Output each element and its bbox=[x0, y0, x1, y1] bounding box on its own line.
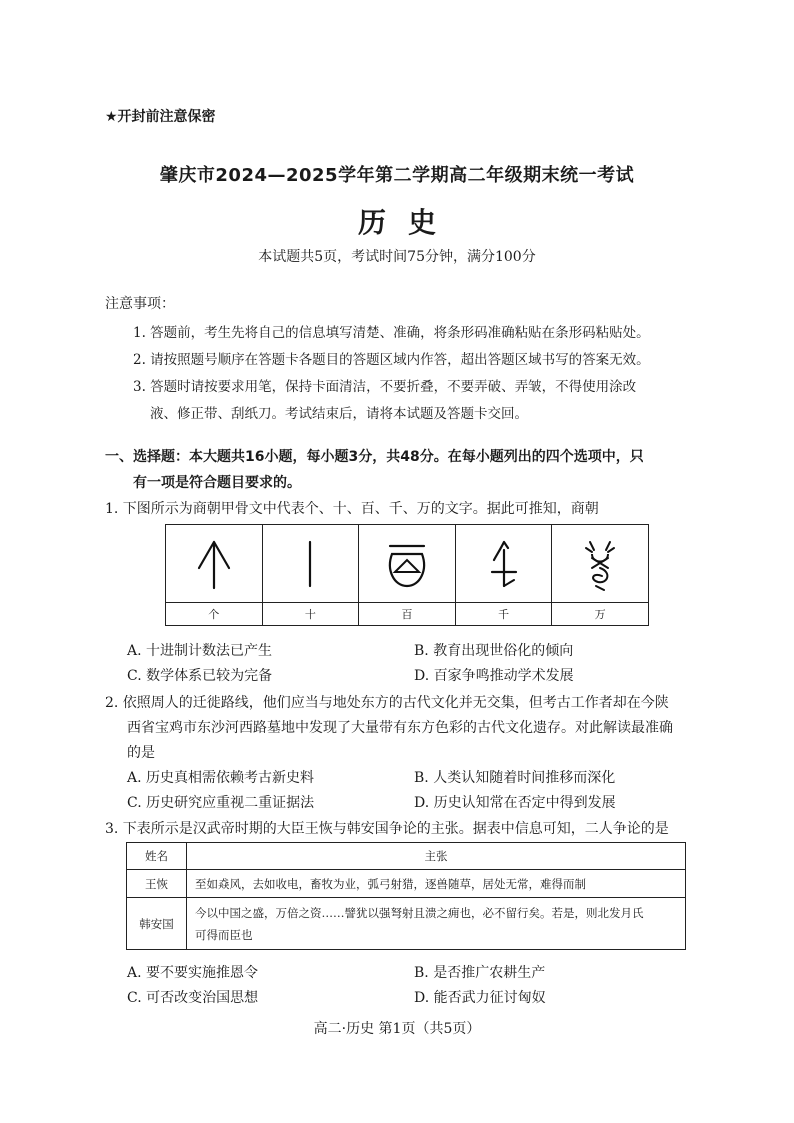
q2-option-b[interactable]: B. 人类认知随着时间推移而深化 bbox=[414, 770, 616, 786]
note-item-3-cont: 液、修正带、刮纸刀。考试结束后，请将本试题及答题卡交回。 bbox=[150, 406, 528, 422]
q1-option-c[interactable]: C. 数学体系已较为完备 bbox=[127, 668, 273, 684]
q2-stem-line2: 西省宝鸡市东沙河西路墓地中发现了大量带有东方色彩的古代文化遗存。对此解读最准确 bbox=[127, 720, 673, 736]
page-footer: 高二·历史 第1页（共5页） bbox=[313, 1021, 481, 1037]
q1-option-d[interactable]: D. 百家争鸣推动学术发展 bbox=[414, 668, 574, 684]
row-claim-hananguo-line1: 今以中国之盛，万倍之资……譬犹以强弩射且溃之痈也，必不留行矣。若是，则北发月氏 bbox=[195, 906, 644, 920]
q3-option-c[interactable]: C. 可否改变治国思想 bbox=[127, 990, 259, 1006]
oracle-bone-table bbox=[165, 524, 649, 626]
oracle-label-ge: 个 bbox=[166, 602, 262, 625]
q1-option-b[interactable]: B. 教育出现世俗化的倾向 bbox=[414, 643, 574, 659]
oracle-cell-bai bbox=[359, 525, 456, 625]
section-heading-cont: 有一项是符合题目要求的。 bbox=[133, 475, 301, 491]
oracle-glyph-wan-icon bbox=[552, 525, 648, 602]
q1-option-a[interactable]: A. 十进制计数法已产生 bbox=[127, 643, 273, 659]
note-item-2: 2. 请按照题号顺序在答题卡各题目的答题区域内作答，超出答题区域书写的答案无效。 bbox=[133, 352, 650, 368]
q3-option-a[interactable]: A. 要不要实施推恩令 bbox=[127, 965, 259, 981]
q2-stem-line3: 的是 bbox=[127, 745, 155, 761]
row-name-wanghui: 王恢 bbox=[127, 870, 187, 898]
oracle-glyph-ge-icon bbox=[166, 525, 262, 602]
notes-heading: 注意事项： bbox=[105, 296, 175, 312]
oracle-cell-qian bbox=[456, 525, 553, 625]
table-header-claim: 主张 bbox=[424, 849, 448, 863]
row-claim-hananguo bbox=[187, 898, 685, 950]
oracle-label-bai: 百 bbox=[359, 602, 455, 625]
q2-option-d[interactable]: D. 历史认知常在否定中得到发展 bbox=[414, 795, 616, 811]
confidential-notice: ★开封前注意保密 bbox=[105, 109, 216, 125]
note-item-1: 1. 答题前，考生先将自己的信息填写清楚、准确，将条形码准确粘贴在条形码粘贴处。 bbox=[133, 325, 650, 341]
row-claim-hananguo-line2: 可得而臣也 bbox=[195, 928, 253, 942]
q3-option-b[interactable]: B. 是否推广农耕生产 bbox=[414, 965, 546, 981]
oracle-label-wan: 万 bbox=[552, 602, 648, 625]
exam-info: 本试题共5页，考试时间75分钟，满分100分 bbox=[258, 249, 536, 265]
table-header-row bbox=[127, 843, 685, 869]
q1-stem: 1. 下图所示为商朝甲骨文中代表个、十、百、千、万的文字。据此可推知，商朝 bbox=[105, 501, 599, 517]
note-item-3: 3. 答题时请按要求用笔，保持卡面清洁，不要折叠，不要弄破、弄皱，不得使用涂改 bbox=[133, 379, 637, 395]
q2-option-c[interactable]: C. 历史研究应重视二重证据法 bbox=[127, 795, 315, 811]
argument-table bbox=[126, 842, 686, 950]
section-heading: 一、选择题：本大题共16小题，每小题3分，共48分。在每小题列出的四个选项中，只 bbox=[105, 449, 644, 465]
oracle-cell-wan bbox=[552, 525, 648, 625]
oracle-glyph-bai-icon bbox=[359, 525, 455, 602]
table-row bbox=[127, 869, 685, 898]
exam-title: 肇庆市2024—2025学年第二学期高二年级期末统一考试 bbox=[159, 165, 635, 186]
subject-title: 历史 bbox=[357, 206, 458, 239]
oracle-label-qian: 千 bbox=[456, 602, 552, 625]
q3-stem: 3. 下表所示是汉武帝时期的大臣王恢与韩安国争论的主张。据表中信息可知，二人争论的是 bbox=[105, 821, 669, 837]
table-row bbox=[127, 897, 685, 950]
oracle-glyph-qian-icon bbox=[456, 525, 552, 602]
q3-option-d[interactable]: D. 能否武力征讨匈奴 bbox=[414, 990, 546, 1006]
oracle-label-shi: 十 bbox=[263, 602, 359, 625]
q2-option-a[interactable]: A. 历史真相需依赖考古新史料 bbox=[127, 770, 315, 786]
oracle-cell-ge bbox=[166, 525, 263, 625]
q2-stem-line1: 2. 依照周人的迁徙路线，他们应当与地处东方的古代文化并无交集，但考古工作者却在今陕 bbox=[105, 695, 669, 711]
oracle-cell-shi bbox=[263, 525, 360, 625]
oracle-glyph-shi-icon bbox=[263, 525, 359, 602]
row-claim-wanghui: 至如猋风，去如收电，畜牧为业，弧弓射猎，逐兽随草，居处无常，难得而制 bbox=[195, 877, 586, 891]
table-header-name: 姓名 bbox=[127, 843, 187, 869]
row-name-hananguo: 韩安国 bbox=[127, 898, 187, 950]
